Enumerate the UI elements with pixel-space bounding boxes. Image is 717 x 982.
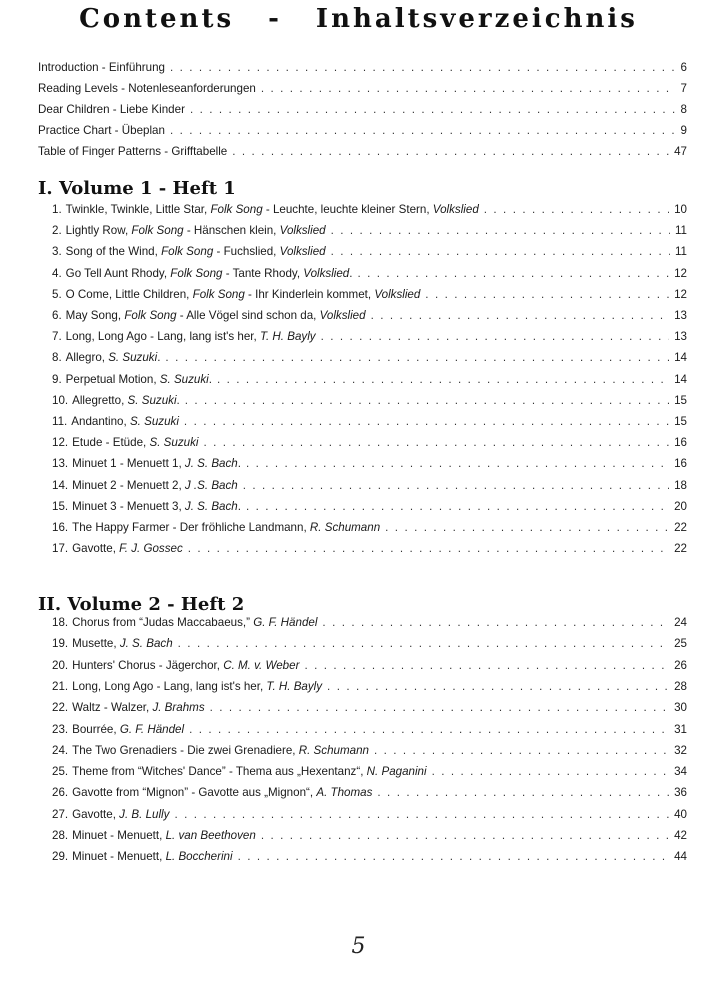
toc-entry [52,433,687,453]
entry-title: Theme from “Witches' Dance” - Thema aus „Hexentanz“, N. Paganini [72,765,427,779]
dot-leader [210,698,669,718]
entry-title: Gavotte from “Mignon” - Gavotte aus „Mignon“, A. Thomas [72,786,373,800]
entry-number: 5. [52,287,62,301]
dot-leader [246,454,669,474]
dot-leader [246,497,669,517]
entry-page: 8 [680,103,687,116]
toc-entry [38,100,687,120]
entry-number: 20. [52,658,69,672]
dot-leader [374,741,669,761]
section-heading-volume-1: I. Volume 1 - Heft 1 [38,178,236,199]
entry-title: The Happy Farmer - Der fröhliche Landmann, R. Schumann [72,521,381,534]
entry-title: Practice Chart - Übeplan [38,124,165,137]
entry-page: 18 [674,478,687,492]
toc-entry [52,476,687,496]
entry-page: 15 [674,415,687,428]
toc-entry [52,200,687,220]
toc-entry [52,391,687,411]
entry-page: 42 [674,829,687,842]
entry-number: 4. [52,266,62,280]
entry-number: 25. [52,765,69,779]
entry-page: 31 [674,722,687,736]
toc-entry [38,121,687,141]
toc-entry [52,306,687,326]
entry-page: 26 [674,658,687,672]
entry-number: 2. [52,224,62,238]
entry-number: 13. [52,457,69,471]
toc-entry [52,634,687,654]
dot-leader [321,327,670,347]
entry-page: 47 [674,145,687,158]
entry-title: Allegro, S. Suzuki. [65,351,161,365]
entry-number: 9. [52,372,62,386]
toc-entry [38,142,687,162]
entry-page: 40 [674,807,687,821]
entry-page: 20 [674,499,687,513]
entry-page: 15 [674,393,687,407]
toc-entry [52,656,687,676]
toc-entry [52,242,687,262]
entry-title: Bourrée, G. F. Händel [72,722,185,736]
entry-page: 14 [674,351,687,365]
entry-page: 12 [674,266,687,280]
dot-leader [178,634,669,654]
dot-leader [238,847,670,867]
title-separator: - [268,4,282,34]
entry-page: 6 [680,61,687,74]
toc-entry [52,783,687,803]
entry-number: 28. [52,829,69,842]
entry-page: 16 [674,457,687,471]
entry-number: 12. [52,436,69,450]
entry-number: 19. [52,637,69,651]
entry-title: Etude - Etüde, S. Suzuki [72,436,199,450]
entry-title: Long, Long Ago - Lang, lang ist's her, T. H. Bayly [72,679,323,693]
toc-entry [52,847,687,867]
toc-entry [52,497,687,517]
entry-number: 27. [52,807,69,821]
toc-entry [38,58,687,78]
entry-page: 36 [674,786,687,800]
dot-leader [184,412,669,432]
toc-entry [52,412,687,432]
entry-title: Minuet 1 - Menuett 1, J. S. Bach. [72,457,241,471]
entry-number: 14. [52,478,69,492]
dot-leader [189,720,669,740]
dot-leader [304,656,669,676]
dot-leader [170,58,676,78]
entry-page: 32 [674,743,687,757]
entry-title: Gavotte, J. B. Lully [72,807,170,821]
entry-number: 24. [52,743,69,757]
entry-title: May Song, Folk Song - Alle Vögel sind schon da, Volkslied [65,309,366,322]
entry-title: Allegretto, S. Suzuki. [72,393,180,407]
section-heading-volume-2: II. Volume 2 - Heft 2 [38,594,245,615]
entry-title: Minuet - Menuett, L. Boccherini [72,850,233,864]
toc-entry [52,285,687,305]
dot-leader [185,391,669,411]
toc-entry [52,805,687,825]
title-english: Contents [79,4,235,34]
entry-title: Minuet - Menuett, L. van Beethoven [72,829,256,842]
entry-title: Musette, J. S. Bach [72,637,173,651]
toc-entry [52,518,687,538]
toc-entry [52,539,687,559]
entry-page: 13 [674,309,687,322]
entry-page: 25 [674,637,687,651]
dot-leader [357,264,669,284]
toc-entry [52,613,687,633]
entry-title: Dear Children - Liebe Kinder [38,103,185,116]
entry-title: Hunters' Chorus - Jägerchor, C. M. v. Weber [72,658,300,672]
entry-number: 6. [52,309,62,322]
entry-number: 29. [52,850,69,864]
entry-title: The Two Grenadiers - Die zwei Grenadiere, R. Schumann [72,743,369,757]
toc-entry [52,720,687,740]
dot-leader [331,242,670,262]
entry-number: 21. [52,679,69,693]
entry-number: 16. [52,521,69,534]
entry-number: 10. [52,393,69,407]
entry-number: 3. [52,245,62,259]
dot-leader [243,476,669,496]
entry-number: 22. [52,701,69,715]
entry-title: Gavotte, F. J. Gossec [72,542,183,556]
dot-leader [322,613,669,633]
entry-page: 10 [674,203,687,216]
entry-page: 22 [674,521,687,534]
entry-page: 9 [680,124,687,137]
entry-page: 11 [674,224,687,238]
dot-leader [261,79,676,99]
dot-leader [432,762,670,782]
entry-title: Minuet 3 - Menuett 3, J. S. Bach. [72,499,241,513]
entry-title: Song of the Wind, Folk Song - Fuchslied, Volkslied [65,245,326,259]
dot-leader [385,518,669,538]
entry-page: 11 [674,245,687,259]
dot-leader [484,200,669,220]
dot-leader [232,142,669,162]
entry-title: Table of Finger Patterns - Grifftabelle [38,145,228,158]
entry-number: 11. [52,415,68,428]
entry-page: 12 [674,287,687,301]
dot-leader [425,285,669,305]
toc-entry [52,264,687,284]
dot-leader [188,539,669,559]
entry-number: 7. [52,330,62,344]
entry-page: 28 [674,679,687,693]
entry-title: Minuet 2 - Menuett 2, J .S. Bach [72,478,238,492]
entry-number: 26. [52,786,69,800]
page-number: 5 [351,934,366,959]
entry-title: Lightly Row, Folk Song - Hänschen klein, Volkslied [65,224,326,238]
dot-leader [331,221,670,241]
toc-entry [52,370,687,390]
entry-number: 1. [52,203,62,216]
dot-leader [190,100,676,120]
page-title [0,4,717,34]
toc-entry [38,79,687,99]
entry-number: 23. [52,722,69,736]
dot-leader [217,370,669,390]
toc-entry [52,762,687,782]
entry-title: Twinkle, Twinkle, Little Star, Folk Song - Leuchte, leuchte kleiner Stern, Volkslied [65,203,479,216]
entry-page: 34 [674,765,687,779]
entry-title: Waltz - Walzer, J. Brahms [72,701,205,715]
entry-page: 7 [680,82,687,95]
entry-title: Introduction - Einführung [38,61,165,74]
entry-title: Chorus from “Judas Maccabaeus,” G. F. Händel [72,616,318,629]
dot-leader [170,121,676,141]
entry-title: Long, Long Ago - Lang, lang ist's her, T. H. Bayly [65,330,316,344]
entry-title: Perpetual Motion, S. Suzuki. [65,372,212,386]
entry-page: 13 [674,330,687,344]
entry-page: 30 [674,701,687,715]
entry-number: 18. [52,616,69,629]
entry-title: Go Tell Aunt Rhody, Folk Song - Tante Rhody, Volkslied. [65,266,353,280]
entry-title: Andantino, S. Suzuki [71,415,179,428]
entry-page: 44 [674,850,687,864]
toc-entry [52,454,687,474]
entry-page: 22 [674,542,687,556]
toc-entry [52,348,687,368]
entry-page: 16 [674,436,687,450]
entry-title: Reading Levels - Notenleseanforderungen [38,82,256,95]
toc-entry [52,327,687,347]
dot-leader [261,826,669,846]
dot-leader [377,783,669,803]
entry-page: 24 [674,616,687,629]
toc-entry [52,741,687,761]
toc-entry [52,698,687,718]
dot-leader [371,306,670,326]
title-german: Inhaltsverzeichnis [315,4,638,34]
toc-entry [52,221,687,241]
entry-title: O Come, Little Children, Folk Song - Ihr Kinderlein kommet, Volkslied [65,287,421,301]
entry-page: 14 [674,372,687,386]
dot-leader [203,433,669,453]
toc-entry [52,826,687,846]
entry-number: 17. [52,542,69,556]
toc-entry [52,677,687,697]
entry-number: 8. [52,351,62,365]
dot-leader [165,348,669,368]
dot-leader [327,677,669,697]
dot-leader [174,805,669,825]
entry-number: 15. [52,499,69,513]
